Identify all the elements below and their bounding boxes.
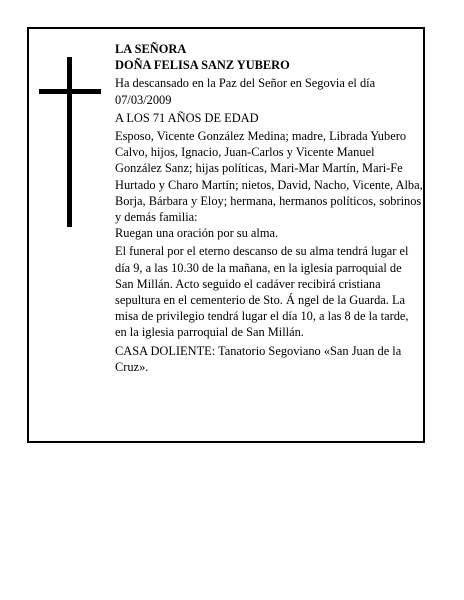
notice-text	[115, 41, 423, 375]
cross-vertical-bar	[67, 57, 72, 227]
latin-cross-icon	[39, 57, 101, 227]
funeral-details: El funeral por el eterno descanso de su alma tendrá lugar el día 9, a las 10.30 de la mañana, en la iglesia parroquial de San Millán. Acto seguido el cadáver recibirá cristiana sepultura en el cementerio de Sto. Á ngel de la Guarda. La misa de privilegio tendrá lugar el día 10, a las 8 de la tarde, en la iglesia parroquial de San Millán.	[115, 244, 409, 340]
prayer-request: Ruegan una oración por su alma.	[115, 226, 279, 241]
mourning-house: CASA DOLIENTE: Tanatorio Segoviano «San Juan de la Cruz».	[115, 343, 402, 374]
notice-title: LA SEÑORA	[115, 42, 187, 56]
cross-horizontal-bar	[39, 89, 101, 94]
family-members: Esposo, Vicente González Medina; madre, Librada Yubero Calvo, hijos, Ignacio, Juan-Carlos y Vicente Manuel González Sanz; hijas políticas, Mari-Mar Martín, Mari-Fe Hurtado y Charo Martín; nietos, David, Nacho, Vicente, Alba, Borja, Bárbara y Eloy; hermana, hermanos políticos, sobrinos y demás familia:	[115, 129, 423, 225]
family-list	[115, 128, 423, 241]
deceased-name: DOÑA FELISA SANZ YUBERO	[115, 58, 290, 73]
age-statement: A LOS 71 AÑOS DE EDAD	[115, 110, 259, 125]
death-statement: Ha descansado en la Paz del Señor en Segovia el día 07/03/2009	[115, 76, 376, 107]
obituary-notice	[27, 27, 425, 443]
